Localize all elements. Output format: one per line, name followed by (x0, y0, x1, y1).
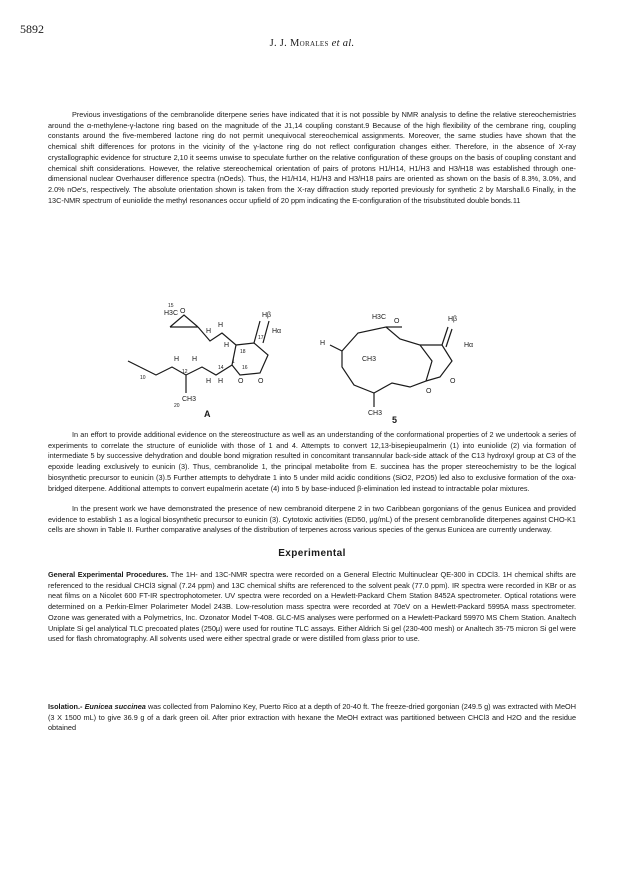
atom-A-hbeta: Hβ (262, 312, 272, 319)
running-head (0, 38, 624, 49)
atom-A-h3c: H3C (164, 310, 179, 317)
general-procedures-text: The 1H- and 13C-NMR spectra were recorded on a General Electric Multinuclear QE-300 in CDCl3. 1H chemical shifts are referenced to the residual CHCl3 signal (7.24 ppm) and 13C chemical shifts are referenced to the solvent peak (77.0 ppm). IR spectra were recorded in KBr or as neat films on a Nicolet 600 FT-IR spectrophotometer. UV spectra were recorded on a Hewlett-Packard Chem Station 8452A spectrometer. Optical rotations were determined on a Perkin-Elmer Polarimeter Model 243B. Low-resolution mass spectra were recorded at 70eV on a Hewlett-Packard 5995A mass spectrometer. Ozone was generated with a Polymetrics, Inc. Ozonator Model T-408. GLC-MS analyses were performed on a Hewlett-Packard 59970 MS Chem Station. Analtech Uniplate Si gel analytical TLC precoated plates (250μ) were used for routine TLC assays. Either Aldrich Si gel (230-400 mesh) or Analtech 35-75 micron Si gel were used for flash chromatography. All solvents used were either spectral grade or were distilled from glass prior to use. (48, 570, 576, 644)
atom-A-h7: H (218, 378, 224, 385)
atom-A-h3: H (224, 342, 230, 349)
paragraph-stereochemistry: Previous investigations of the cembranolide diterpene series have indicated that it is not possible by NMR analysis to define the relative stereochemistries around the α-methylene-γ-lactone ring based on the magnitude of the J1,14 coupling constant.9 Because of the high flexibility of the cembrane ring, coupling constants around the five-membered lactone ring do not permit unequivocal stereochemical assignments. Moreover, the same studies have shown that the chemical shift differences for protons in the vicinity of the γ-lactone ring do not reflect configuration changes either. Therefore, in the absence of X-ray crystallographic evidence for structure 2,10 it seems unwise to speculate further on the relative configuration of these groups on the basis of coupling constant and chemical shift considerations. However, the relative stereochemical orientation of pairs of protons H1/H14, H1/H3 and H3/H18 was established through one-dimensional nuclear Overhauser difference spectra (nOeds). Thus, the H1/H14, H1/H3 and H3/H18 pairs are oriented as shown on the basis of 8.3%, 3.0%, and 2.0% nOe's, respectively. The absolute orientation shown is taken from the X-ray diffraction study reported previously for synthetic 2 by Marshall.6 Finally, in the 13C-NMR spectrum of euniolide the methyl resonances occur upfield of 20 ppm indicating the E-configuration of the trisubstituted double bonds.11 (48, 110, 576, 205)
structure-A-bonds (128, 315, 269, 393)
running-head-authors: J. J. Morales (269, 38, 329, 49)
atom-A-16: 16 (242, 365, 248, 371)
atom-A-20: 20 (174, 403, 180, 409)
atom-A-halpha: Hα (272, 328, 282, 335)
atom-A-18: 18 (240, 349, 246, 355)
atom-A-h2: H (218, 322, 224, 329)
atom-A-15: 15 (168, 303, 174, 309)
atom-A-17: 17 (258, 335, 264, 341)
chemical-structures (120, 303, 500, 423)
isolation-text: was collected from Palomino Key, Puerto Rico at a depth of 20-40 ft. The freeze-dried gorgonian (249.5 g) was extracted with MeOH (3 X 1500 mL) to give 36.9 g of a dark green oil. After prior extraction with hexane the MeOH extract was partitioned between CHCl3 and H2O and the residue obtained (48, 702, 576, 733)
paragraph-general-procedures (48, 570, 576, 645)
paragraph-present-work: In the present work we have demonstrated the presence of new cembranoid diterpene 2 in two Caribbean gorgonians of the genus Eunicea and provided evidence to establish 1 as a logical biosynthetic precursor to eunicin (3). Cytotoxic activities (ED50, μg/mL) of the present cembranolide diterpenes against CHO-K1 cells are shown in Table II. Further comparative analyses of the distribution of terpenes across various species of the genus Eunicea are currently underway. (48, 504, 576, 535)
isolation-species: Eunicea succinea (84, 702, 146, 711)
atom-A-o-ring: O (238, 378, 244, 385)
atom-5-o-epoxide: O (394, 318, 400, 325)
atom-A-12: 12 (182, 369, 188, 375)
page-number: 5892 (20, 22, 44, 36)
atom-5-ch3-top: CH3 (362, 356, 377, 363)
section-heading-experimental: Experimental (278, 548, 346, 559)
atom-A-ch3: CH3 (182, 396, 197, 403)
atom-5-ch3-bottom: CH3 (368, 410, 383, 417)
running-head-etal: et al. (331, 38, 355, 49)
atom-A-14: 14 (218, 365, 224, 371)
atom-5-o-carbonyl: O (450, 378, 456, 385)
atom-A-h6: H (206, 378, 212, 385)
paragraph-isolation (48, 702, 576, 734)
atom-5-h3c: H3C (372, 314, 387, 321)
general-procedures-title: General Experimental Procedures. (48, 570, 169, 579)
atom-A-1: 1 (232, 359, 235, 365)
isolation-title: Isolation.- (48, 702, 83, 711)
atom-5-hbeta: Hβ (448, 316, 458, 323)
atom-A-o-epoxide: O (180, 308, 186, 315)
structure-5-bonds (330, 327, 452, 407)
structure-figure (120, 303, 500, 423)
atom-A-10: 10 (140, 375, 146, 381)
paragraph-conformational-experiments: In an effort to provide additional evidence on the stereostructure as well as an understanding of the conformational properties of 2 we undertook a series of experiments to correlate the structure of euniolide with those of 1 and 4. Attempts to convert 12,13-bisepieupalmerin (1) into euniolide (2) via formation of intermediate 5 by successive dehydration and double bond migration resulted in concomitant transannular back-side attack of the C13 hydroxyl group at C3 of the epoxide leading exclusively to eunicin (3). Thus, cembranolide 1, the principal metabolite from E. succinea has the proper stereochemistry to be the logical biosynthetic precursor to eunicin (3).5 Further attempts to dehydrate 1 into 5 under mild acidic conditions (SiO2, P2O5) led also to exclusive formation of the oxa-bridged diterpene. Additional attempts to convert eupalmerin acetate (4) into 5 by base-induced β-elimination led instead to intractable polar mixtures. (48, 430, 576, 493)
structure-label-5: 5 (392, 415, 398, 423)
atom-A-h4: H (174, 356, 180, 363)
atom-A-h5: H (192, 356, 198, 363)
atom-5-halpha: Hα (464, 342, 474, 349)
atom-5-h: H (320, 340, 326, 347)
atom-A-o-carbonyl: O (258, 378, 264, 385)
structure-label-A: A (204, 409, 211, 419)
atom-A-h1: H (206, 328, 212, 335)
atom-5-o-ring: O (426, 388, 432, 395)
